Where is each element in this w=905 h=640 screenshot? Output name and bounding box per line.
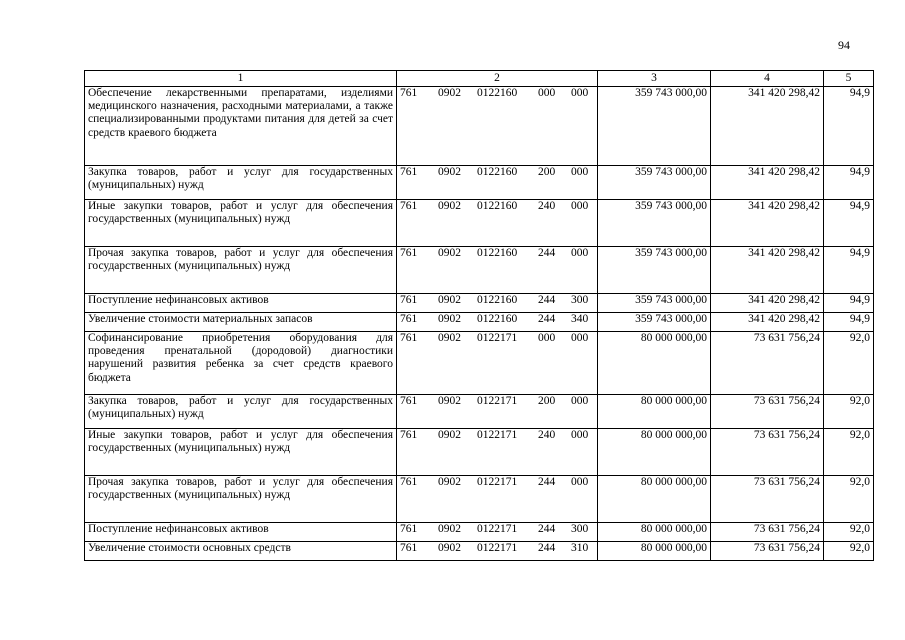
table-row [85, 523, 874, 542]
row-planned-amount: 359 743 000,00 [598, 294, 711, 313]
code-article: 0122160 [477, 247, 518, 259]
code-section: 0902 [438, 294, 461, 306]
code-expense-type: 244 [538, 313, 556, 325]
row-planned-amount: 80 000 000,00 [598, 523, 711, 542]
row-percent: 94,9 [824, 247, 874, 294]
row-codes [397, 313, 598, 332]
code-kosgu: 000 [571, 429, 589, 441]
table-row [85, 395, 874, 429]
code-expense-type: 000 [538, 332, 556, 344]
code-article: 0122160 [477, 87, 518, 99]
row-planned-amount: 80 000 000,00 [598, 542, 711, 561]
code-article: 0122160 [477, 294, 518, 306]
row-percent: 92,0 [824, 395, 874, 429]
code-org: 761 [400, 523, 418, 535]
code-section: 0902 [438, 523, 461, 535]
row-planned-amount: 359 743 000,00 [598, 166, 711, 200]
code-org: 761 [400, 87, 418, 99]
table-row [85, 166, 874, 200]
row-executed-amount: 73 631 756,24 [711, 429, 824, 476]
row-planned-amount: 80 000 000,00 [598, 332, 711, 395]
row-codes [397, 247, 598, 294]
code-section: 0902 [438, 395, 461, 407]
table-row [85, 542, 874, 561]
row-description: Поступление нефинансовых активов [85, 523, 397, 542]
row-description: Софинансирование приобретения оборудования для проведения пренатальной (дородовой) диагностики нарушений развития ребенка за счет средств краевого бюджета [85, 332, 397, 395]
code-kosgu: 300 [571, 523, 589, 535]
row-planned-amount: 80 000 000,00 [598, 476, 711, 523]
row-description: Иные закупки товаров, работ и услуг для обеспечения государственных (муниципальных) нужд [85, 429, 397, 476]
code-article: 0122171 [477, 523, 518, 535]
row-executed-amount: 341 420 298,42 [711, 87, 824, 166]
code-kosgu: 000 [571, 166, 589, 178]
code-kosgu: 000 [571, 395, 589, 407]
row-planned-amount: 80 000 000,00 [598, 429, 711, 476]
code-expense-type: 200 [538, 395, 556, 407]
code-expense-type: 240 [538, 429, 556, 441]
row-executed-amount: 73 631 756,24 [711, 395, 824, 429]
row-executed-amount: 341 420 298,42 [711, 200, 824, 247]
code-expense-type: 240 [538, 200, 556, 212]
code-kosgu: 000 [571, 200, 589, 212]
row-codes [397, 429, 598, 476]
row-codes [397, 542, 598, 561]
table-row [85, 429, 874, 476]
code-expense-type: 244 [538, 523, 556, 535]
row-executed-amount: 73 631 756,24 [711, 332, 824, 395]
row-percent: 94,9 [824, 313, 874, 332]
row-codes [397, 166, 598, 200]
code-expense-type: 244 [538, 294, 556, 306]
row-codes [397, 200, 598, 247]
table-row [85, 332, 874, 395]
row-codes [397, 523, 598, 542]
row-planned-amount: 80 000 000,00 [598, 395, 711, 429]
row-executed-amount: 73 631 756,24 [711, 542, 824, 561]
code-org: 761 [400, 429, 418, 441]
row-percent: 92,0 [824, 476, 874, 523]
page-number: 94 [838, 38, 850, 52]
row-percent: 92,0 [824, 332, 874, 395]
row-description: Обеспечение лекарственными препаратами, изделиями медицинского назначения, расходными материалами, а также специализированными продуктами питания для детей за счет средств краевого бюджета [85, 87, 397, 166]
table-row [85, 294, 874, 313]
code-section: 0902 [438, 313, 461, 325]
table-row [85, 200, 874, 247]
table-body [85, 87, 874, 561]
row-description: Иные закупки товаров, работ и услуг для обеспечения государственных (муниципальных) нужд [85, 200, 397, 247]
code-expense-type: 244 [538, 476, 556, 488]
code-kosgu: 300 [571, 294, 589, 306]
row-executed-amount: 341 420 298,42 [711, 294, 824, 313]
row-executed-amount: 73 631 756,24 [711, 476, 824, 523]
table-row [85, 313, 874, 332]
row-planned-amount: 359 743 000,00 [598, 87, 711, 166]
code-article: 0122171 [477, 542, 518, 554]
code-expense-type: 200 [538, 166, 556, 178]
row-description: Прочая закупка товаров, работ и услуг для обеспечения государственных (муниципальных) нужд [85, 247, 397, 294]
row-description: Закупка товаров, работ и услуг для государственных (муниципальных) нужд [85, 395, 397, 429]
header-col-3: 3 [598, 71, 711, 87]
code-org: 761 [400, 395, 418, 407]
row-codes [397, 395, 598, 429]
code-kosgu: 000 [571, 476, 589, 488]
code-org: 761 [400, 247, 418, 259]
code-kosgu: 000 [571, 332, 589, 344]
code-kosgu: 340 [571, 313, 589, 325]
code-org: 761 [400, 332, 418, 344]
row-codes [397, 332, 598, 395]
header-col-2: 2 [397, 71, 598, 87]
code-org: 761 [400, 294, 418, 306]
row-percent: 94,9 [824, 87, 874, 166]
row-percent: 94,9 [824, 166, 874, 200]
code-article: 0122171 [477, 395, 518, 407]
table-row [85, 476, 874, 523]
row-codes [397, 294, 598, 313]
code-expense-type: 244 [538, 542, 556, 554]
header-col-4: 4 [711, 71, 824, 87]
code-article: 0122171 [477, 429, 518, 441]
row-codes [397, 87, 598, 166]
row-percent: 92,0 [824, 429, 874, 476]
header-col-1: 1 [85, 71, 397, 87]
code-section: 0902 [438, 247, 461, 259]
code-kosgu: 000 [571, 87, 589, 99]
row-executed-amount: 73 631 756,24 [711, 523, 824, 542]
code-section: 0902 [438, 542, 461, 554]
code-expense-type: 000 [538, 87, 556, 99]
row-executed-amount: 341 420 298,42 [711, 313, 824, 332]
code-article: 0122160 [477, 313, 518, 325]
code-section: 0902 [438, 332, 461, 344]
code-article: 0122160 [477, 200, 518, 212]
header-row [85, 71, 874, 87]
row-percent: 92,0 [824, 523, 874, 542]
code-kosgu: 310 [571, 542, 589, 554]
budget-table [84, 70, 874, 561]
row-description: Увеличение стоимости основных средств [85, 542, 397, 561]
row-description: Увеличение стоимости материальных запасов [85, 313, 397, 332]
code-section: 0902 [438, 200, 461, 212]
row-planned-amount: 359 743 000,00 [598, 200, 711, 247]
code-org: 761 [400, 313, 418, 325]
code-section: 0902 [438, 429, 461, 441]
row-executed-amount: 341 420 298,42 [711, 247, 824, 294]
row-description: Закупка товаров, работ и услуг для государственных (муниципальных) нужд [85, 166, 397, 200]
row-percent: 94,9 [824, 294, 874, 313]
table-header [85, 71, 874, 87]
row-codes [397, 476, 598, 523]
code-org: 761 [400, 476, 418, 488]
code-org: 761 [400, 166, 418, 178]
row-planned-amount: 359 743 000,00 [598, 313, 711, 332]
code-article: 0122171 [477, 476, 518, 488]
row-executed-amount: 341 420 298,42 [711, 166, 824, 200]
code-article: 0122171 [477, 332, 518, 344]
code-section: 0902 [438, 476, 461, 488]
table-row [85, 247, 874, 294]
row-percent: 94,9 [824, 200, 874, 247]
row-description: Поступление нефинансовых активов [85, 294, 397, 313]
code-section: 0902 [438, 87, 461, 99]
code-kosgu: 000 [571, 247, 589, 259]
code-org: 761 [400, 200, 418, 212]
row-percent: 92,0 [824, 542, 874, 561]
code-org: 761 [400, 542, 418, 554]
code-expense-type: 244 [538, 247, 556, 259]
code-article: 0122160 [477, 166, 518, 178]
row-description: Прочая закупка товаров, работ и услуг для обеспечения государственных (муниципальных) нужд [85, 476, 397, 523]
table-row [85, 87, 874, 166]
header-col-5: 5 [824, 71, 874, 87]
row-planned-amount: 359 743 000,00 [598, 247, 711, 294]
code-section: 0902 [438, 166, 461, 178]
